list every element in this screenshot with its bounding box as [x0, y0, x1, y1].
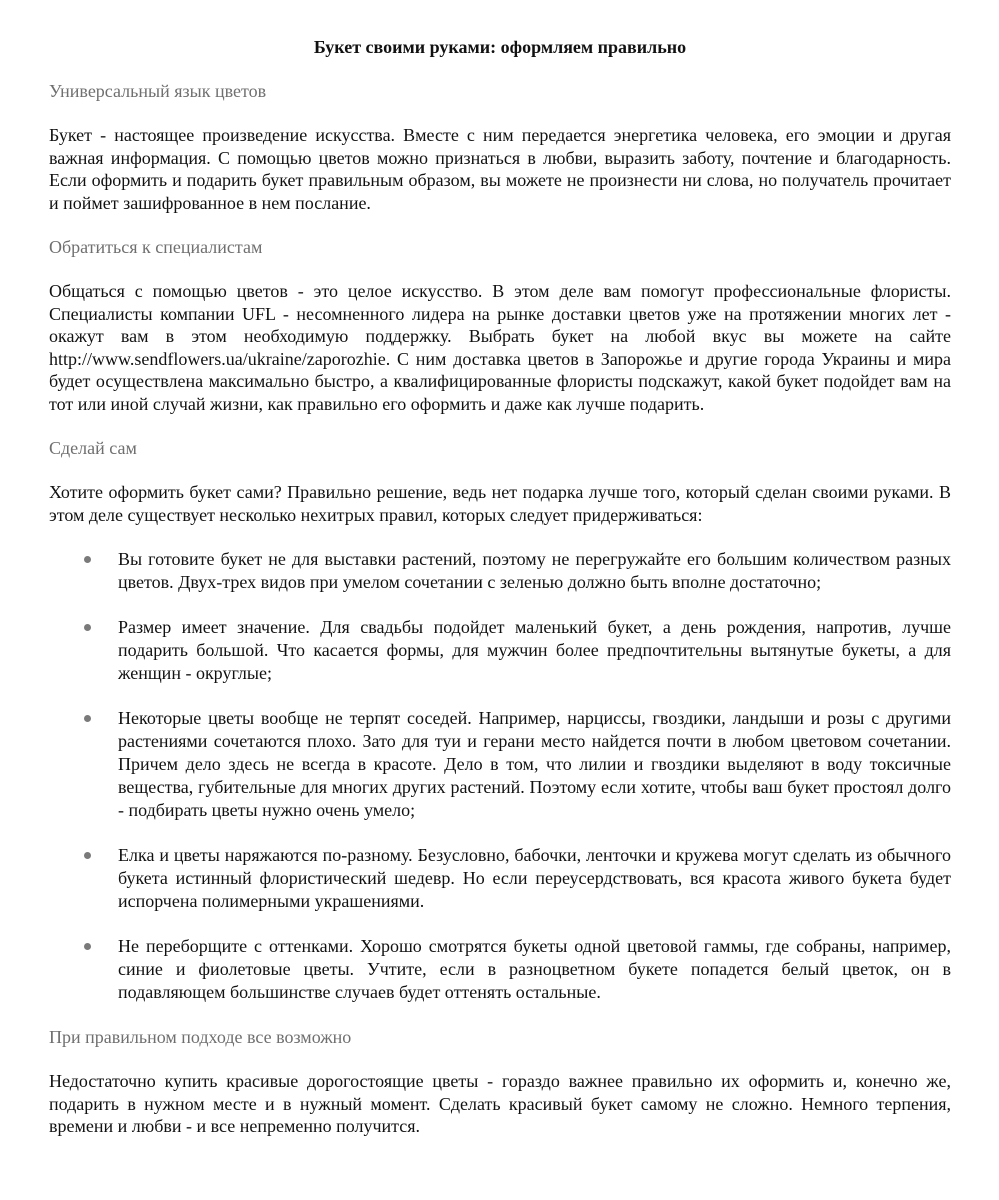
list-item-text: Размер имеет значение. Для свадьбы подойдет маленький букет, а день рождения, напротив, лучше подарить большой. Что касается формы, для мужчин более предпочтительны вытянутые букеты, а для женщин - округлые;: [118, 617, 951, 683]
document-title: Букет своими руками: оформляем правильно: [313, 37, 687, 57]
bullet-dot-icon: [84, 556, 91, 563]
bullet-dot-icon: [84, 943, 91, 950]
section-heading-diy: Сделай сам: [49, 438, 137, 458]
bullet-dot-icon: [84, 715, 91, 722]
section-heading-right-approach: При правильном подходе все возможно: [49, 1027, 352, 1047]
bullet-dot-icon: [84, 852, 91, 859]
section-heading-specialists: Обратиться к специалистам: [49, 237, 263, 257]
list-item: [49, 548, 951, 594]
list-item: [49, 844, 951, 913]
section-paragraph-diy: Хотите оформить букет сами? Правильно решение, ведь нет подарка лучше того, который сделан своими руками. В этом деле существует несколько нехитрых правил, которых следует придерживаться:: [49, 482, 951, 525]
list-item-text: Некоторые цветы вообще не терпят соседей. Например, нарциссы, гвоздики, ландыши и розы с другими растениями сочетаются плохо. Зато для туи и герани место найдется почти в любом цветовом сочетании. Причем дело здесь не всегда в красоте. Дело в том, что лилии и гвоздики выделяют в воду токсичные вещества, губительные для многих других растений. Поэтому если хотите, чтобы ваш букет простоял долго - подбирать цветы нужно очень умело;: [118, 708, 951, 820]
list-item: [49, 707, 951, 822]
list-item-text: Елка и цветы наряжаются по-разному. Безусловно, бабочки, ленточки и кружева могут сделать из обычного букета истинный флористический шедевр. Но если переусердствовать, вся красота живого букета будет испорчена полимерными украшениями.: [118, 845, 951, 911]
list-item-text: Вы готовите букет не для выставки растений, поэтому не перегружайте его большим количеством разных цветов. Двух-трех видов при умелом сочетании с зеленью должно быть вполне достаточно;: [118, 549, 951, 592]
bullet-dot-icon: [84, 624, 91, 631]
list-item-text: Не переборщите с оттенками. Хорошо смотрятся букеты одной цветовой гаммы, где собраны, например, синие и фиолетовые цветы. Учтите, если в разноцветном букете попадется белый цветок, он в подавляющем большинстве случаев будет оттенять остальные.: [118, 936, 951, 1002]
section-heading-universal-language: Универсальный язык цветов: [49, 81, 267, 101]
list-item: [49, 616, 951, 685]
section-paragraph-universal-language: Букет - настоящее произведение искусства. Вместе с ним передается энергетика человека, его эмоции и другая важная информация. С помощью цветов можно признаться в любви, выразить заботу, почтение и благодарность. Если оформить и подарить букет правильным образом, вы можете не произнести ни слова, но получатель прочитает и поймет зашифрованное в нем послание.: [49, 125, 951, 213]
section-paragraph-specialists: Общаться с помощью цветов - это целое искусство. В этом деле вам помогут профессиональные флористы. Специалисты компании UFL - несомненного лидера на рынке доставки цветов уже на протяжении многих лет - окажут вам в этом необходимую поддержку. Выбрать букет на любой вкус вы можете на сайте http://www.sendflowers.ua/ukraine/zaporozhie. С ним доставка цветов в Запорожье и другие города Украины и мира будет осуществлена максимально быстро, а квалифицированные флористы подскажут, какой букет подойдет вам на тот или иной случай жизни, как правильно его оформить и даже как лучше подарить.: [49, 281, 951, 414]
tips-list: [49, 548, 951, 1004]
list-item: [49, 935, 951, 1004]
section-paragraph-right-approach: Недостаточно купить красивые дорогостоящие цветы - гораздо важнее правильно их оформить и, конечно же, подарить в нужном месте и в нужный момент. Сделать красивый букет самому не сложно. Немного терпения, времени и любви - и все непременно получится.: [49, 1071, 951, 1136]
